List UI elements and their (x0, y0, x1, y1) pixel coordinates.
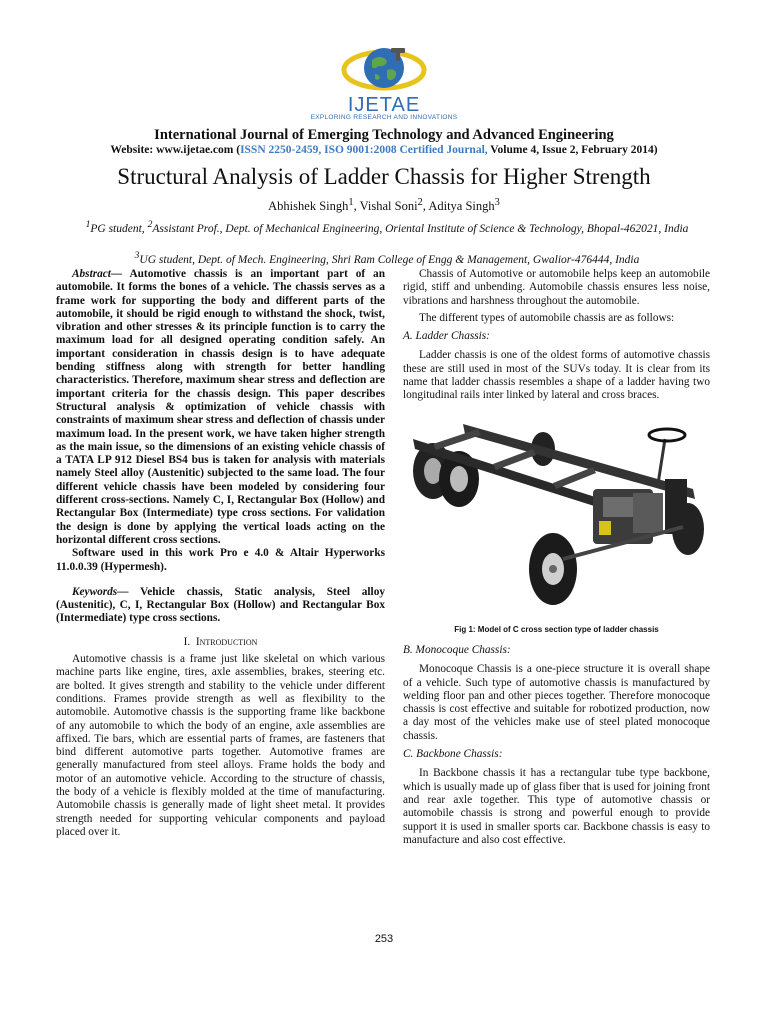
logo-name: IJETAE (347, 94, 421, 116)
monocoque-paragraph: Monocoque Chassis is a one-piece structure it is overall shape of a vehicle. Such type of automotive chassis is manufactured by welding floor pan and other pieces together. Therefore monocoque chassis is cost effective and suitable for robotized production, now a day most of the vehicles make use of steel plated monocoque chassis. (403, 663, 710, 742)
affiliation-text: UG student, Dept. of Mech. Engineering, Shri Ram College of Engg & Management, Gwalior-476444, India (139, 253, 640, 266)
author-list: Abhishek Singh$^1$, Vishal Soni$^2$, Aditya Singh$^3$ (268, 197, 500, 214)
author-name: Aditya Singh (428, 199, 495, 214)
website-prefix: Website: www.ijetae.com ( (110, 144, 241, 156)
introduction-paragraph: Automotive chassis is a frame just like skeletal on which various machine parts like engine, tires, axle assemblies, brakes, steering etc. are bolted. It gives strength and stability to the vehicle under different conditions. Frames provide strength as well as flexibility to the automobile. Automotive chassis is the supporting frame like backbone of any automobile to which the body of an engine, axle assemblies are affixed. Tie bars, which are essential parts of frames, are fasteners that bind different automotive parts together. Automotive frames are generally manufactured from steel alloys. Frame holds the body and motor of an automotive vehicle. According to the structure of chassis, the body of a vehicle is flexibly molded at the time of manufacturing. Automobile chassis is generally made of light sheet metal. It provides strength needed for supporting vehicular components and payload placed over it. (56, 653, 385, 838)
author-superscript: 2 (417, 197, 423, 208)
keywords-text: Vehicle chassis, Static analysis, Steel alloy (Austenitic), C, I, Rectangular Box (Hollow) and Rectangular Box (Intermediate) type cross sections. (56, 585, 385, 625)
affiliation-1 (56, 218, 718, 236)
left-column (56, 268, 385, 839)
keywords (56, 586, 385, 626)
journal-name: International Journal of Emerging Technology and Advanced Engineering (154, 127, 614, 143)
subsection-heading-backbone: C. Backbone Chassis: (403, 748, 503, 761)
journal-website-line (0, 144, 768, 156)
affiliation-text: PG student, (90, 222, 148, 235)
author-name: Abhishek Singh (268, 199, 349, 214)
website-suffix: Volume 4, Issue 2, February 2014) (487, 144, 658, 156)
section-heading-introduction (56, 636, 385, 649)
ladder-paragraph: Ladder chassis is one of the oldest forms of automotive chassis these are still used in most of the SUVs today. It is clear from its name that ladder chassis resembles a shape of a ladder having two longitudinal rails inter linked by lateral and cross braces. (403, 349, 710, 402)
right-column (403, 268, 710, 847)
figure-ladder-chassis (403, 409, 710, 621)
affiliation-superscript: 3 (134, 250, 140, 261)
section-title: Introduction (195, 635, 258, 648)
figure-caption: Fig 1: Model of C cross section type of ladder chassis (454, 624, 659, 634)
paper-title: Structural Analysis of Ladder Chassis for Higher Strength (117, 164, 651, 189)
keywords-label: Keywords— (72, 585, 129, 598)
subsection-heading-ladder: A. Ladder Chassis: (403, 330, 490, 343)
website-issn: ISSN 2250-2459, ISO 9001:2008 Certified Journal, (240, 144, 488, 156)
affiliation-text: Assistant Prof., Dept. of Mechanical Engineering, Oriental Institute of Science & Technology, Bhopal-462021, India (152, 222, 689, 235)
paragraph: Chassis of Automotive or automobile helps keep an automobile rigid, stiff and unbending. Automobile chassis ensures less noise, vibrations and harshness throughout the automobile. (403, 268, 710, 307)
logo-tagline: EXPLORING RESEARCH AND INNOVATIONS (310, 114, 458, 121)
section-number: I. (183, 635, 191, 648)
abstract-text: Automotive chassis is an important part of an automobile. It forms the bones of a vehicle. The chassis serves as a frame work for supporting the body and different parts of the automobile, it should be rigid enough to withstand the shock, twist, vibration and other stresses & its principle function is to carry the maximum load for all designed operating condition safely. An important consideration in chassis design is to have adequate bending stiffness along with strength for better handling characteristics. Therefore, maximum shear stress and deflection are important criteria for the chassis design. This paper describes Structural analysis & optimization of vehicle chassis with constraints of maximum shear stress and deflection of chassis under maximum load. In the present work, we have taken higher strength as the main issue, so the dimensions of an existing vehicle chassis of a TATA LP 912 Diesel BS4 bus is taken for analysis with materials namely Steel alloy (Austenitic) subjected to the same load. The four different vehicle chassis have been modeled by considering four different cross-sections. Namely C, I, Rectangular Box (Hollow) and Rectangular Box (Intermediate) type cross sections. For validation the design is done by applying the vertical loads acting on the horizontal different cross sections. (56, 268, 385, 546)
subsection-heading-monocoque: B. Monocoque Chassis: (403, 643, 511, 656)
globe-icon (339, 40, 429, 98)
author-name: Vishal Soni (359, 199, 418, 214)
abstract (56, 268, 385, 547)
software-note: Software used in this work Pro e 4.0 & Altair Hyperworks 11.0.0.39 (Hypermesh). (56, 547, 385, 573)
affiliation-superscript: 1 (85, 219, 91, 230)
abstract-label: Abstract— (72, 268, 123, 280)
author-superscript: 3 (494, 197, 500, 208)
paragraph: The different types of automobile chassis are as follows: (419, 311, 675, 324)
author-superscript: 1 (348, 197, 354, 208)
backbone-paragraph: In Backbone chassis it has a rectangular tube type backbone, which is usually made up of glass fiber that is used for joining front and rear axle together. This type of automotive chassis or automobile chassis is strong and powerful enough to provide support it is used in smaller sports car. Backbone chassis is easy to manufacture and also cost effective. (403, 767, 710, 846)
page-number: 253 (374, 933, 394, 945)
affiliation-2 (56, 249, 718, 267)
chassis-illustration (403, 409, 710, 621)
journal-logo (0, 40, 768, 122)
affiliation-superscript: 2 (147, 219, 153, 230)
